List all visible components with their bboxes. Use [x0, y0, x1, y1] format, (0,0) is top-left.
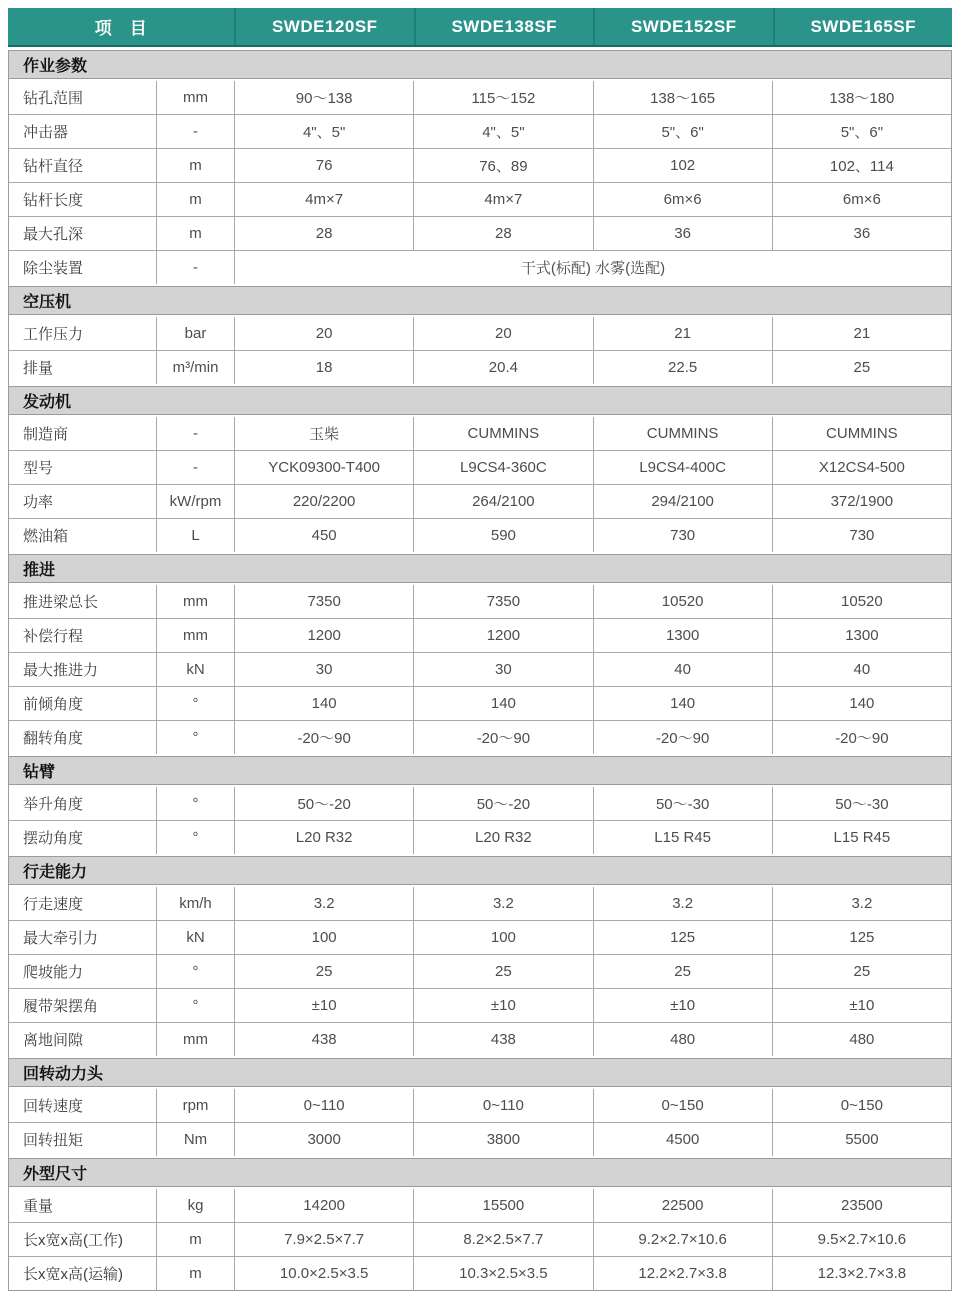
value-cell: 3.2	[772, 887, 951, 920]
row-label: 功率	[23, 494, 54, 511]
value-cell: 102、114	[772, 149, 951, 182]
row-unit: mm	[156, 81, 234, 114]
value-cell: 4"、5"	[234, 115, 413, 148]
item-column-header: 项 目	[94, 19, 148, 38]
table-row	[9, 81, 951, 114]
row-unit: °	[156, 787, 234, 820]
value-cell: 50～-30	[593, 787, 772, 820]
value-cell: 4500	[593, 1123, 772, 1156]
value-cell: 25	[772, 351, 951, 384]
table-row	[9, 350, 951, 384]
row-unit: m	[156, 217, 234, 250]
row-label: 冲击器	[23, 124, 69, 141]
value-cell: 20.4	[413, 351, 592, 384]
row-unit: Nm	[156, 1123, 234, 1156]
value-cell: 125	[772, 921, 951, 954]
row-label: 排量	[23, 360, 54, 377]
value-cell: 8.2×2.5×7.7	[413, 1223, 592, 1256]
table-row	[9, 114, 951, 148]
value-cell: 10520	[593, 585, 772, 618]
model-column-header-swde165sf: SWDE165SF	[773, 8, 953, 45]
value-cell: CUMMINS	[772, 417, 951, 450]
value-cell: 40	[593, 653, 772, 686]
row-unit: °	[156, 989, 234, 1022]
model-column-header-swde138sf: SWDE138SF	[414, 8, 594, 45]
value-cell: 730	[593, 519, 772, 552]
value-cell: 590	[413, 519, 592, 552]
row-unit: kN	[156, 653, 234, 686]
table-row	[9, 182, 951, 216]
row-label: 举升角度	[23, 796, 84, 813]
value-cell: 10.0×2.5×3.5	[234, 1257, 413, 1290]
value-cell: 12.3×2.7×3.8	[772, 1257, 951, 1290]
value-cell: 3.2	[234, 887, 413, 920]
value-cell: L9CS4-360C	[413, 451, 592, 484]
value-cell: 220/2200	[234, 485, 413, 518]
value-cell: 140	[413, 687, 592, 720]
value-cell: 28	[413, 217, 592, 250]
table-row	[9, 820, 951, 854]
spec-table-body	[8, 50, 952, 1291]
value-cell: 0~110	[234, 1089, 413, 1122]
row-label: 工作压力	[23, 326, 84, 343]
value-cell: 7.9×2.5×7.7	[234, 1223, 413, 1256]
value-cell: -20～90	[772, 721, 951, 754]
table-row	[9, 787, 951, 820]
table-row	[9, 518, 951, 552]
row-unit: °	[156, 955, 234, 988]
value-cell: L20 R32	[413, 821, 592, 854]
value-cell: ±10	[593, 989, 772, 1022]
table-row	[9, 148, 951, 182]
value-cell: 0~150	[593, 1089, 772, 1122]
value-cell: 7350	[234, 585, 413, 618]
value-cell: 140	[234, 687, 413, 720]
value-cell: 138～180	[772, 81, 951, 114]
value-cell: 玉柴	[234, 417, 413, 450]
value-cell: 7350	[413, 585, 592, 618]
value-cell: ±10	[413, 989, 592, 1022]
row-unit: m	[156, 183, 234, 216]
row-unit: m³/min	[156, 351, 234, 384]
value-cell: L15 R45	[593, 821, 772, 854]
row-label: 型号	[23, 460, 54, 477]
row-label: 钻孔范围	[23, 90, 84, 107]
table-row	[9, 216, 951, 250]
value-cell: -20～90	[413, 721, 592, 754]
table-row	[9, 920, 951, 954]
table-row	[9, 417, 951, 450]
row-unit: km/h	[156, 887, 234, 920]
value-cell: 264/2100	[413, 485, 592, 518]
value-cell: 4m×7	[234, 183, 413, 216]
value-cell: 25	[593, 955, 772, 988]
value-cell: 25	[413, 955, 592, 988]
value-cell: 0~150	[772, 1089, 951, 1122]
value-cell: 5"、6"	[593, 115, 772, 148]
row-label: 最大推进力	[23, 662, 99, 679]
row-label: 翻转角度	[23, 730, 84, 747]
row-unit: -	[156, 451, 234, 484]
value-cell: L9CS4-400C	[593, 451, 772, 484]
table-row	[9, 686, 951, 720]
table-row	[9, 988, 951, 1022]
value-cell: 3.2	[413, 887, 592, 920]
value-cell: 140	[772, 687, 951, 720]
value-cell: CUMMINS	[593, 417, 772, 450]
value-cell: 50～-20	[413, 787, 592, 820]
value-cell: 22500	[593, 1189, 772, 1222]
value-cell: 14200	[234, 1189, 413, 1222]
section-title: 钻臂	[9, 756, 951, 785]
row-label: 爬坡能力	[23, 964, 84, 981]
row-label: 钻杆直径	[23, 158, 84, 175]
table-row	[9, 484, 951, 518]
table-row	[9, 1022, 951, 1056]
value-cell: L20 R32	[234, 821, 413, 854]
value-cell: 30	[234, 653, 413, 686]
value-cell: 3000	[234, 1123, 413, 1156]
section-title: 空压机	[9, 286, 951, 315]
row-unit: °	[156, 687, 234, 720]
value-cell: 140	[593, 687, 772, 720]
value-cell: 50～-20	[234, 787, 413, 820]
section-title: 行走能力	[9, 856, 951, 885]
table-row	[9, 652, 951, 686]
row-unit: -	[156, 115, 234, 148]
value-cell: 28	[234, 217, 413, 250]
value-cell: ±10	[772, 989, 951, 1022]
value-cell: 3800	[413, 1123, 592, 1156]
value-cell: 1200	[234, 619, 413, 652]
value-cell: 10520	[772, 585, 951, 618]
value-cell: 115～152	[413, 81, 592, 114]
row-label: 长x宽x高(工作)	[23, 1232, 123, 1249]
table-row	[9, 720, 951, 754]
row-label: 长x宽x高(运输)	[23, 1266, 123, 1283]
row-unit: bar	[156, 317, 234, 350]
row-unit: m	[156, 1257, 234, 1290]
value-cell: 15500	[413, 1189, 592, 1222]
row-unit: °	[156, 821, 234, 854]
value-cell: 76	[234, 149, 413, 182]
section-title: 发动机	[9, 386, 951, 415]
value-cell: 4m×7	[413, 183, 592, 216]
value-cell: 1300	[593, 619, 772, 652]
table-row	[9, 1189, 951, 1222]
value-cell: L15 R45	[772, 821, 951, 854]
row-label: 推进梁总长	[23, 594, 99, 611]
row-unit: rpm	[156, 1089, 234, 1122]
value-cell: 480	[772, 1023, 951, 1056]
table-header-row	[8, 8, 952, 47]
value-cell: 30	[413, 653, 592, 686]
row-label: 补偿行程	[23, 628, 84, 645]
row-unit: L	[156, 519, 234, 552]
row-label: 燃油箱	[23, 528, 69, 545]
section-title: 外型尺寸	[9, 1158, 951, 1187]
table-row	[9, 317, 951, 350]
row-label: 前倾角度	[23, 696, 84, 713]
row-unit: m	[156, 149, 234, 182]
table-row	[9, 1122, 951, 1156]
row-label: 制造商	[23, 426, 69, 443]
value-cell: 1200	[413, 619, 592, 652]
value-cell: 3.2	[593, 887, 772, 920]
value-cell: 21	[772, 317, 951, 350]
row-label: 回转扭矩	[23, 1132, 84, 1149]
value-cell: 干式(标配) 水雾(选配)	[234, 251, 951, 284]
value-cell: 36	[593, 217, 772, 250]
value-cell: 294/2100	[593, 485, 772, 518]
value-cell: 5500	[772, 1123, 951, 1156]
row-unit: mm	[156, 619, 234, 652]
value-cell: 102	[593, 149, 772, 182]
row-label: 履带架摆角	[23, 998, 99, 1015]
value-cell: 100	[413, 921, 592, 954]
value-cell: 0~110	[413, 1089, 592, 1122]
model-column-header-swde152sf: SWDE152SF	[593, 8, 773, 45]
value-cell: 450	[234, 519, 413, 552]
row-label: 最大孔深	[23, 226, 84, 243]
row-unit: kg	[156, 1189, 234, 1222]
value-cell: 50～-30	[772, 787, 951, 820]
value-cell: 25	[234, 955, 413, 988]
table-row	[9, 450, 951, 484]
value-cell: 36	[772, 217, 951, 250]
value-cell: X12CS4-500	[772, 451, 951, 484]
row-label: 行走速度	[23, 896, 84, 913]
row-label: 最大牵引力	[23, 930, 99, 947]
section-title: 推进	[9, 554, 951, 583]
value-cell: CUMMINS	[413, 417, 592, 450]
value-cell: 438	[234, 1023, 413, 1056]
table-row	[9, 250, 951, 284]
row-unit: mm	[156, 1023, 234, 1056]
value-cell: 480	[593, 1023, 772, 1056]
value-cell: 9.5×2.7×10.6	[772, 1223, 951, 1256]
value-cell: YCK09300-T400	[234, 451, 413, 484]
row-unit: m	[156, 1223, 234, 1256]
section-title: 回转动力头	[9, 1058, 951, 1087]
value-cell: 372/1900	[772, 485, 951, 518]
model-column-header-swde120sf: SWDE120SF	[234, 8, 414, 45]
row-label: 除尘装置	[23, 260, 84, 277]
value-cell: ±10	[234, 989, 413, 1022]
row-label: 离地间隙	[23, 1032, 84, 1049]
value-cell: 730	[772, 519, 951, 552]
row-unit: mm	[156, 585, 234, 618]
row-label: 重量	[23, 1198, 54, 1215]
value-cell: 438	[413, 1023, 592, 1056]
table-row	[9, 585, 951, 618]
table-row	[9, 887, 951, 920]
value-cell: 90～138	[234, 81, 413, 114]
row-unit: °	[156, 721, 234, 754]
row-unit: -	[156, 417, 234, 450]
value-cell: 23500	[772, 1189, 951, 1222]
value-cell: 125	[593, 921, 772, 954]
value-cell: 25	[772, 955, 951, 988]
value-cell: 6m×6	[593, 183, 772, 216]
row-unit: kN	[156, 921, 234, 954]
value-cell: 18	[234, 351, 413, 384]
value-cell: 6m×6	[772, 183, 951, 216]
value-cell: 76、89	[413, 149, 592, 182]
row-label: 钻杆长度	[23, 192, 84, 209]
value-cell: 100	[234, 921, 413, 954]
table-row	[9, 1222, 951, 1256]
row-unit: kW/rpm	[156, 485, 234, 518]
value-cell: -20～90	[593, 721, 772, 754]
section-title: 作业参数	[9, 50, 951, 79]
value-cell: 9.2×2.7×10.6	[593, 1223, 772, 1256]
value-cell: -20～90	[234, 721, 413, 754]
row-label: 回转速度	[23, 1098, 84, 1115]
value-cell: 5"、6"	[772, 115, 951, 148]
value-cell: 20	[413, 317, 592, 350]
row-label: 摆动角度	[23, 830, 84, 847]
value-cell: 21	[593, 317, 772, 350]
table-row	[9, 618, 951, 652]
value-cell: 22.5	[593, 351, 772, 384]
value-cell: 138～165	[593, 81, 772, 114]
table-row	[9, 1089, 951, 1122]
value-cell: 10.3×2.5×3.5	[413, 1257, 592, 1290]
value-cell: 40	[772, 653, 951, 686]
value-cell: 1300	[772, 619, 951, 652]
value-cell: 12.2×2.7×3.8	[593, 1257, 772, 1290]
value-cell: 4"、5"	[413, 115, 592, 148]
row-unit: -	[156, 251, 234, 284]
table-row	[9, 954, 951, 988]
value-cell: 20	[234, 317, 413, 350]
